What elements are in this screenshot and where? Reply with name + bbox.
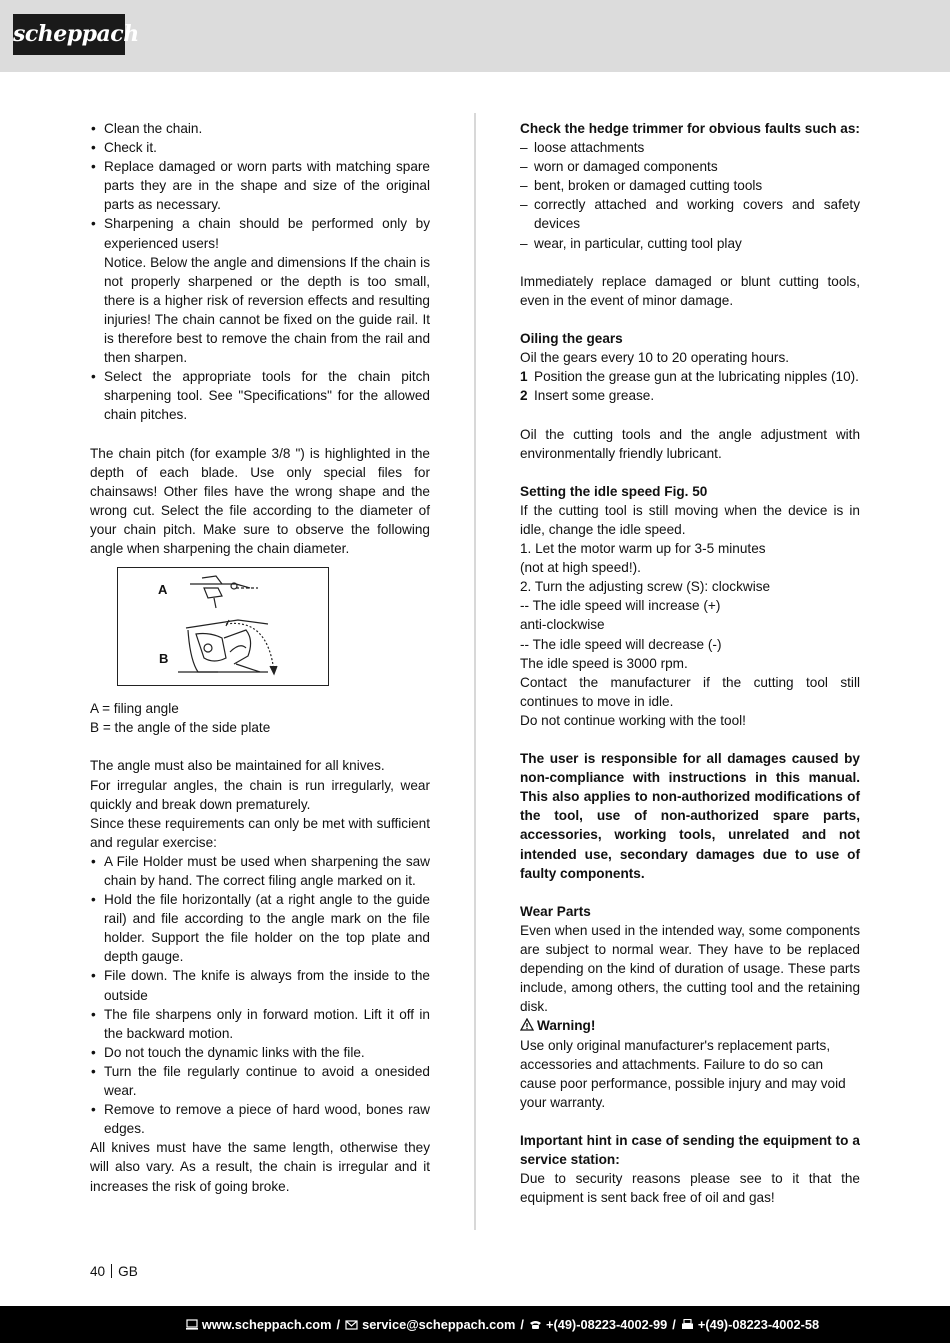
idle-line: 1. Let the motor warm up for 3-5 minutes xyxy=(520,541,766,557)
warning-icon xyxy=(520,1018,534,1031)
angle-text-line: Since these requirements can only be met with sufficient and regular exercise: xyxy=(90,815,430,850)
legend-side-plate-angle: B = the angle of the side plate xyxy=(90,720,271,736)
figure-label-a: A xyxy=(158,582,168,598)
maintenance-bullet-list xyxy=(90,119,430,425)
email-icon xyxy=(345,1319,358,1330)
list-item: – correctly attached and working covers and safety devices xyxy=(520,195,860,233)
idle-line: -- The idle speed will increase (+) xyxy=(520,598,721,614)
footer-website[interactable]: www.scheppach.com xyxy=(201,1317,332,1332)
oiling-intro: Oil the gears every 10 to 20 operating hours. xyxy=(520,350,790,366)
step-text: Position the grease gun at the lubricating nipples (10). xyxy=(534,369,859,385)
idle-heading: Setting the idle speed Fig. 50 xyxy=(520,483,708,499)
list-item: • Select the appropriate tools for the chain pitch sharpening tool. See "Specifications" for the allowed chain pitches. xyxy=(90,367,430,424)
phone-icon xyxy=(529,1319,542,1330)
idle-intro: If the cutting tool is still moving when the device is in idle, change the idle speed. xyxy=(520,502,860,537)
footer-fax[interactable]: +(49)-08223-4002-58 xyxy=(697,1317,820,1332)
step-number: 2 xyxy=(520,388,528,404)
wear-heading: Wear Parts xyxy=(520,903,591,919)
header-band xyxy=(0,0,950,72)
list-item xyxy=(520,386,860,405)
wear-paragraph: Even when used in the intended way, some components are subject to normal wear. They have to be replaced depending on the kind of duration of usage. These parts include, among others, the cutting tool and the retaining disk. xyxy=(520,922,860,1015)
angle-text-line: The angle must also be maintained for all knives. xyxy=(90,758,385,774)
service-heading: Important hint in case of sending the equipment to a service station: xyxy=(520,1132,860,1168)
idle-line: anti-clockwise xyxy=(520,617,605,633)
list-item: • File down. The knife is always from the inside to the outside xyxy=(90,966,430,1004)
brand-logo: scheppach xyxy=(13,14,125,55)
filing-bullet-list xyxy=(90,852,430,1138)
step-number: 1 xyxy=(520,369,528,385)
angle-text-line: For irregular angles, the chain is run irregularly, wear quickly and break down prematurely. xyxy=(90,777,430,812)
closing-paragraph: All knives must have the same length, otherwise they will also vary. As a result, the chain is irregular and it increases the risk of going broke. xyxy=(90,1140,430,1194)
computer-icon xyxy=(186,1319,198,1330)
idle-contact: Contact the manufacturer if the cutting tool still continues to move in idle. xyxy=(520,674,860,709)
list-item: – bent, broken or damaged cutting tools xyxy=(520,176,860,195)
check-heading: Check the hedge trimmer for obvious faults such as: xyxy=(520,121,860,136)
step-text: Insert some grease. xyxy=(534,388,655,404)
footer-email[interactable]: service@scheppach.com xyxy=(362,1317,516,1332)
list-item: • Do not touch the dynamic links with the file. xyxy=(90,1043,430,1062)
column-divider xyxy=(474,113,476,1230)
fault-check-list xyxy=(520,138,860,253)
idle-line: The idle speed is 3000 rpm. xyxy=(520,655,688,671)
list-item: • Clean the chain. xyxy=(90,119,430,138)
footer-separator: / xyxy=(672,1317,676,1332)
oil-tools-paragraph: Oil the cutting tools and the angle adjustment with environmentally friendly lubricant. xyxy=(520,426,860,461)
oiling-steps xyxy=(520,367,860,405)
warning-paragraph: Use only original manufacturer's replacement parts, accessories and attachments. Failure to do so can cause poor performance, possible injury and may void your warranty. xyxy=(520,1037,846,1110)
list-item: • Check it. xyxy=(90,138,430,157)
chain-cutter-illustration xyxy=(118,568,328,685)
footer-separator: / xyxy=(336,1317,341,1332)
list-item: • The file sharpens only in forward motion. Lift it off in the backward motion. xyxy=(90,1005,430,1043)
figure-label-b: B xyxy=(159,651,169,667)
chain-pitch-paragraph: The chain pitch (for example 3/8 ") is highlighted in the depth of each blade. Use only special files for chainsaws! Other files have the wrong shape and the wrong cut. Select the file according to the diameter of your chain pitch. Make sure to observe the following angle when sharpening the chain diameter. xyxy=(90,445,430,557)
idle-line: -- The idle speed will decrease (-) xyxy=(520,636,722,652)
warning-label: Warning! xyxy=(537,1018,596,1034)
page-number xyxy=(90,1264,138,1279)
footer-phone[interactable]: +(49)-08223-4002-99 xyxy=(545,1317,668,1332)
list-item-text: Sharpening a chain should be performed only by experienced users! xyxy=(104,216,430,251)
sharpening-notice: Notice. Below the angle and dimensions If the chain is not properly sharpened or the depth is too small, there is a higher risk of reversion effects and resulting injuries! The chain cannot be fixed on the guide rail. It is therefore best to remove the chain from the rail and then sharpen. xyxy=(104,254,430,366)
list-item: – worn or damaged components xyxy=(520,157,860,176)
list-item: • Replace damaged or worn parts with matching spare parts they are in the shape and size of the original parts as necessary. xyxy=(90,157,430,214)
idle-line: 2. Turn the adjusting screw (S): clockwise xyxy=(520,579,771,595)
list-item: • A File Holder must be used when sharpening the saw chain by hand. The correct filing angle marked on it. xyxy=(90,852,430,890)
list-item xyxy=(90,214,430,367)
page-number-value: 40 xyxy=(90,1264,106,1279)
page-language: GB xyxy=(118,1264,138,1279)
list-item: • Remove to remove a piece of hard wood, bones raw edges. xyxy=(90,1100,430,1138)
footer-separator: / xyxy=(520,1317,524,1332)
oiling-heading: Oiling the gears xyxy=(520,331,623,347)
filing-angle-figure xyxy=(117,567,329,686)
service-paragraph: Due to security reasons please see to it that the equipment is sent back free of oil and gas! xyxy=(520,1171,860,1206)
idle-stop: Do not continue working with the tool! xyxy=(520,712,746,728)
list-item xyxy=(520,367,860,386)
right-column xyxy=(520,119,860,1207)
list-item: – loose attachments xyxy=(520,138,860,157)
footer-contact-bar xyxy=(0,1306,950,1343)
page-separator xyxy=(111,1264,112,1278)
list-item: • Hold the file horizontally (at a right angle to the guide rail) and file according to the angle mark on the file holder. Support the file holder on the top plate and depth gauge. xyxy=(90,890,430,966)
replace-paragraph: Immediately replace damaged or blunt cutting tools, even in the event of minor damage. xyxy=(520,273,860,308)
liability-paragraph: The user is responsible for all damages caused by non-compliance with instructions in this manual. This also applies to non-authorized modifications of the tool, use of non-authorized spare parts, accessories, working tools, unrelated and not intended use, secondary damages due to use of faulty components. xyxy=(520,751,860,881)
fax-icon xyxy=(681,1319,694,1330)
warning-heading xyxy=(520,1016,860,1035)
list-item: • Turn the file regularly continue to avoid a onesided wear. xyxy=(90,1062,430,1100)
list-item: – wear, in particular, cutting tool play xyxy=(520,234,860,253)
left-column xyxy=(90,119,430,1196)
idle-line: (not at high speed!). xyxy=(520,560,641,576)
legend-filing-angle: A = filing angle xyxy=(90,701,179,717)
